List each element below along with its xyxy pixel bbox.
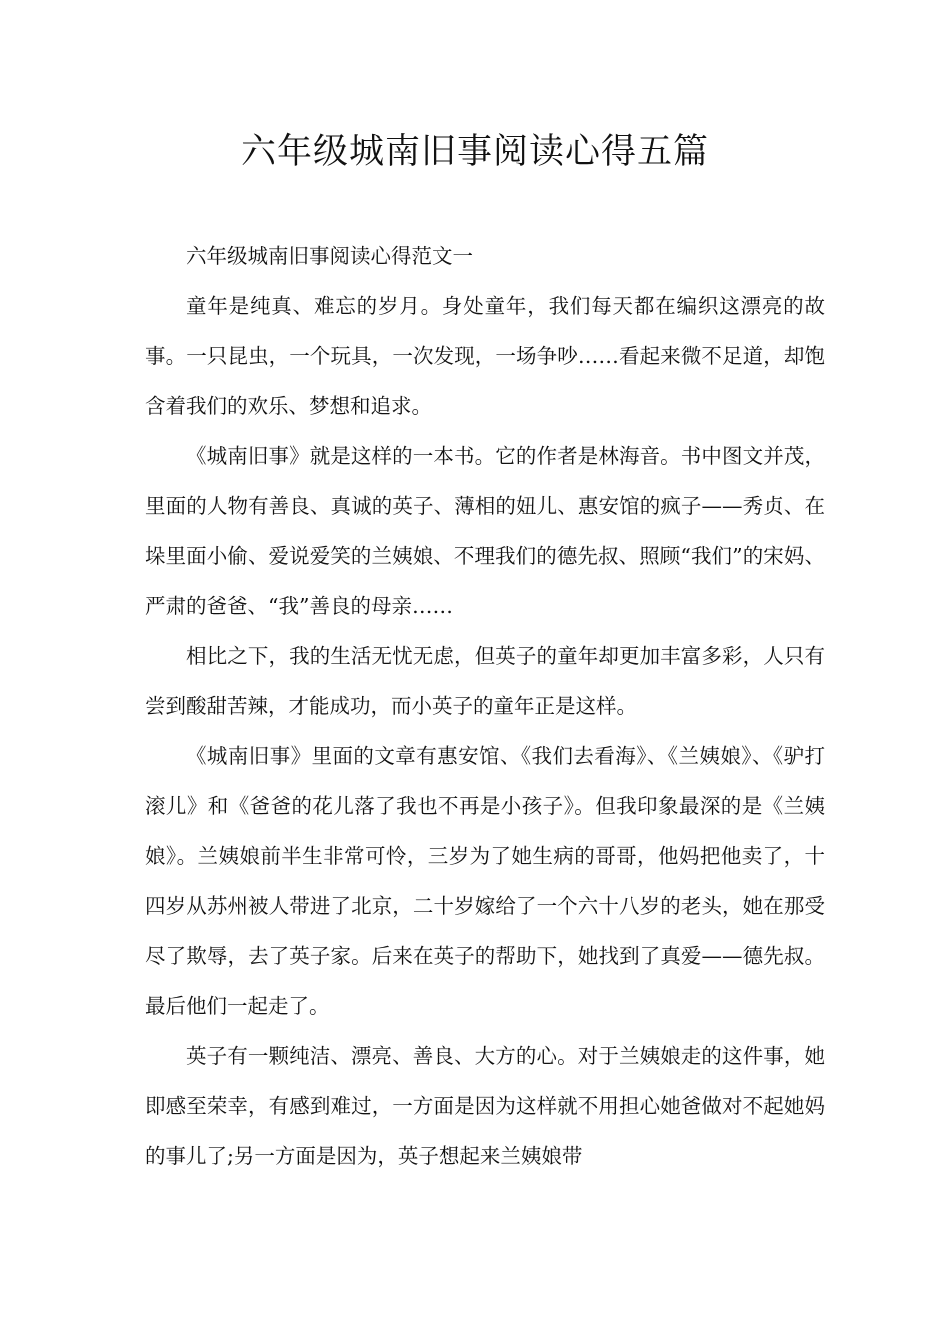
paragraph-1: 童年是纯真、难忘的岁月。身处童年，我们每天都在编织这漂亮的故事。一只昆虫，一个玩具，一次发现，一场争吵……看起来微不足道，却饱含着我们的欢乐、梦想和追求。 xyxy=(145,294,825,418)
paragraph-5: 英子有一颗纯洁、漂亮、善良、大方的心。对于兰姨娘走的这件事，她即感至荣幸，有感到难过，一方面是因为这样就不用担心她爸做对不起她妈的事儿了;另一方面是因为，英子想起来兰姨娘带 xyxy=(145,1044,825,1168)
paragraph-3: 相比之下，我的生活无忧无虑，但英子的童年却更加丰富多彩，人只有尝到酸甜苦辣，才能成功，而小英子的童年正是这样。 xyxy=(145,644,825,718)
paragraph-2: 《城南旧事》就是这样的一本书。它的作者是林海音。书中图文并茂，里面的人物有善良、真诚的英子、薄相的妞儿、惠安馆的疯子——秀贞、在垛里面小偷、爱说爱笑的兰姨娘、不理我们的德先叔、照顾“我们”的宋妈、严肃的爸爸、“我”善良的母亲…… xyxy=(145,444,825,618)
paragraph-4: 《城南旧事》里面的文章有惠安馆、《我们去看海》、《兰姨娘》、《驴打滚儿》和《爸爸的花儿落了我也不再是小孩子》。但我印象最深的是《兰姨娘》。兰姨娘前半生非常可怜，三岁为了她生病的哥哥，他妈把他卖了，十四岁从苏州被人带进了北京，二十岁嫁给了一个六十八岁的老头，她在那受尽了欺辱，去了英子家。后来在英子的帮助下，她找到了真爱——德先叔。最后他们一起走了。 xyxy=(145,744,825,1018)
document-title: 六年级城南旧事阅读心得五篇 xyxy=(240,132,709,172)
section-heading: 六年级城南旧事阅读心得范文一 xyxy=(186,244,473,268)
document-body xyxy=(145,231,825,1181)
